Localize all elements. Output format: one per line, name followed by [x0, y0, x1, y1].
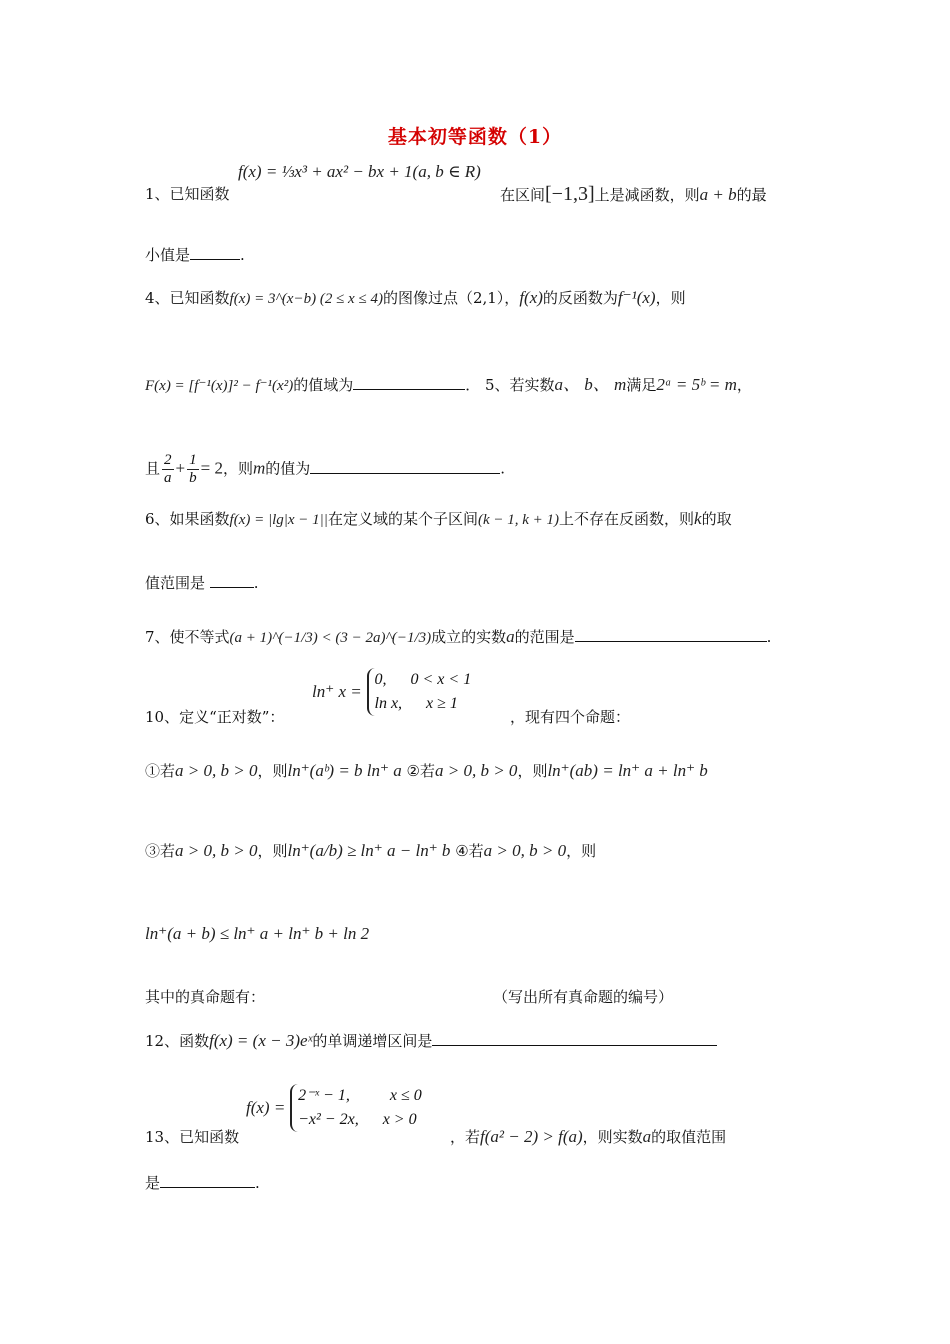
- q10-props-34: ③若a > 0, b > 0，则ln⁺(a/b) ≥ ln⁺ a − ln⁺ b ④若a > 0, b > 0，则: [145, 841, 597, 860]
- q10-line1-tail: ，现有四个命题：: [510, 708, 631, 726]
- piecewise-brace: 0, 0 < x < 1 ln x, x ≥ 1: [367, 668, 472, 716]
- q6-line1: 6、如果函数f(x) = |lg|x − 1||在定义域的某个子区间(k − 1, k + 1)上不存在反函数，则k的取: [145, 509, 732, 528]
- q10-prop4-formula: ln⁺(a + b) ≤ ln⁺ a + ln⁺ b + ln 2: [145, 924, 370, 943]
- q13-line1: 13、已知函数: [145, 1128, 240, 1146]
- q4-line1: 4、已知函数f(x) = 3^(x−b) (2 ≤ x ≤ 4)的图像过点（2,1），f(x)的反函数为f⁻¹(x)，则: [145, 288, 686, 307]
- answer-blank[interactable]: [575, 626, 767, 642]
- answer-blank[interactable]: [353, 374, 465, 390]
- q7-line: 7、使不等式(a + 1)^(−1/3) < (3 − 2a)^(−1/3)成立的实数a的范围是 .: [145, 627, 772, 646]
- q12-line: 12、函数f(x) = (x − 3)eˣ的单调递增区间是: [145, 1030, 717, 1051]
- q6-line2: 值范围是 .: [145, 574, 259, 592]
- answer-blank[interactable]: [210, 572, 254, 588]
- answer-blank[interactable]: [310, 458, 500, 474]
- q1-formula: f(x) = ⅓x³ + ax² − bx + 1(a, b ∈ R): [238, 162, 481, 181]
- q5-frac1: $\frac{2}{a}$: [164, 452, 172, 486]
- q10-line1: 10、定义“正对数”：: [145, 708, 285, 726]
- q5-line2: 且 $\frac{2}{a}$ + $\frac{1}{b}$ = 2，则m的值为 .: [145, 452, 506, 486]
- q13-line1-right: ，若f(a² − 2) > f(a)，则实数a的取值范围: [450, 1127, 727, 1146]
- answer-blank[interactable]: [432, 1030, 717, 1046]
- q10-props-12: ①若a > 0, b > 0，则ln⁺(aᵇ) = b ln⁺ a ②若a > 0, b > 0，则ln⁺(ab) = ln⁺ a + ln⁺ b: [145, 761, 708, 780]
- page-title: 基本初等函数（1）: [387, 126, 563, 148]
- q10-answer: 其中的真命题有：: [145, 988, 266, 1006]
- q10-answer-hint: （写出所有真命题的编号）: [493, 988, 674, 1006]
- piecewise-brace: 2⁻ˣ − 1, x ≤ 0 −x² − 2x, x > 0: [290, 1084, 422, 1132]
- q4-line2: F(x) = [f⁻¹(x)]² − f⁻¹(x²)的值域为 ． 5、若实数a、 b、 m满足2ᵃ = 5ᵇ = m，: [145, 375, 752, 394]
- q1-line1-right: 在区间[−1,3]上是减函数，则a + b的最: [500, 183, 767, 205]
- q13-line2: 是 .: [145, 1174, 260, 1192]
- q1-line1: 1、已知函数: [145, 185, 230, 203]
- q5-frac2: $\frac{1}{b}$: [189, 452, 197, 486]
- q5-start: 5、若实数a、 b、 m满足2ᵃ = 5ᵇ = m，: [485, 375, 752, 394]
- answer-blank[interactable]: [190, 244, 240, 260]
- q10-definition: ln⁺ x = 0, 0 < x < 1 ln x, x ≥ 1: [312, 668, 471, 716]
- answer-blank[interactable]: [160, 1172, 255, 1188]
- q1-line2: 小值是 .: [145, 246, 245, 264]
- q13-definition: f(x) = 2⁻ˣ − 1, x ≤ 0 −x² − 2x, x > 0: [246, 1084, 422, 1132]
